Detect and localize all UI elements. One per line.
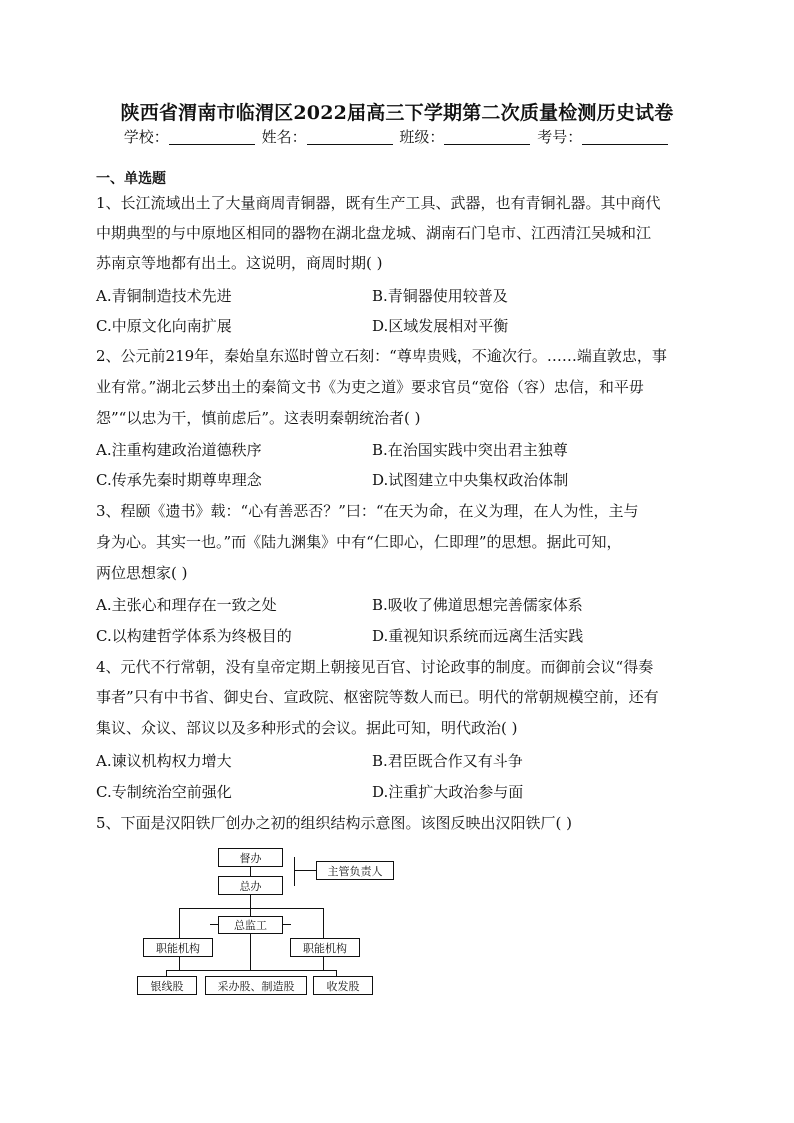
box-dupan: 督办 xyxy=(218,848,283,867)
question-2-option-a[interactable]: A.注重构建政治道德秩序 xyxy=(96,441,262,459)
question-3-line-2: 身为心。其实一也。”而《陆九渊集》中有“仁即心，仁即理”的思想。据此可知， xyxy=(96,533,622,551)
question-1-line-2: 中期典型的与中原地区相同的器物在湖北盘龙城、湖南石门皂市、江西清江吴城和江 xyxy=(96,224,652,242)
exam-title: 陕西省渭南市临渭区2022届高三下学期第二次质量检测历史试卷 xyxy=(120,102,674,124)
class-label: 班级： xyxy=(399,128,445,146)
school-label: 学校： xyxy=(123,128,169,146)
question-3-line-1: 3、程颐《遗书》载：“心有善恶否？”曰：“在天为命，在义为理，在人为性，主与 xyxy=(96,502,639,520)
question-3-option-b[interactable]: B.吸收了佛道思想完善儒家体系 xyxy=(372,596,583,614)
question-2-line-2: 业有常。”湖北云梦出土的秦简文书《为吏之道》要求官员“宽俗（容）忠信，和平毋 xyxy=(96,378,644,396)
class-blank[interactable] xyxy=(444,129,530,145)
connector-line xyxy=(294,857,295,886)
school-blank[interactable] xyxy=(169,129,255,145)
question-3-option-d[interactable]: D.重视知识系统而远离生活实践 xyxy=(372,627,584,645)
connector-line xyxy=(294,870,316,871)
question-4-option-d[interactable]: D.注重扩大政治参与面 xyxy=(372,783,524,801)
box-zhineng-right: 职能机构 xyxy=(290,938,360,957)
box-zongjiangong: 总监工 xyxy=(218,916,283,934)
name-blank[interactable] xyxy=(307,129,393,145)
box-caiban-zhizao-gu: 采办股、制造股 xyxy=(205,976,307,995)
box-shoufa-gu: 收发股 xyxy=(313,976,373,995)
connector-line xyxy=(323,957,324,970)
connector-line xyxy=(250,867,251,876)
connector-line xyxy=(283,924,291,925)
question-2-line-3: 怨”“以忠为干，慎前虑后”。这表明秦朝统治者( ) xyxy=(96,409,421,427)
connector-line xyxy=(179,908,323,909)
question-4-line-2: 事者”只有中书省、御史台、宣政院、枢密院等数人而已。明代的常朝规模空前，还有 xyxy=(96,688,659,706)
question-1-line-1: 1、长江流域出土了大量商周青铜器，既有生产工具、武器，也有青铜礼器。其中商代 xyxy=(96,194,661,212)
question-4-line-1: 4、元代不行常朝，没有皇帝定期上朝接见百官、讨论政事的制度。而御前会议“得奏 xyxy=(96,658,654,676)
student-info-line xyxy=(0,126,794,147)
question-1-option-d[interactable]: D.区域发展相对平衡 xyxy=(372,317,509,335)
question-1-line-3: 苏南京等地都有出土。这说明，商周时期( ) xyxy=(96,254,383,272)
connector-line xyxy=(250,894,251,908)
question-1-option-b[interactable]: B.青铜器使用较普及 xyxy=(372,287,508,305)
connector-line xyxy=(210,924,218,925)
connector-line xyxy=(250,908,251,916)
org-structure-diagram xyxy=(134,840,396,1002)
question-2-line-1: 2、公元前219年，秦始皇东巡时曾立石刻：“尊卑贵贱，不逾次行。……端直敦忠，事 xyxy=(96,347,667,365)
question-4-option-b[interactable]: B.君臣既合作又有斗争 xyxy=(372,752,523,770)
connector-line xyxy=(250,934,251,970)
question-1-option-a[interactable]: A.青铜制造技术先进 xyxy=(96,287,232,305)
box-yinxian-gu: 银线股 xyxy=(137,976,197,995)
box-zhineng-left: 职能机构 xyxy=(143,938,213,957)
box-zongban: 总办 xyxy=(218,876,283,895)
question-3-line-3: 两位思想家( ) xyxy=(96,564,188,582)
connector-line xyxy=(179,957,180,970)
question-3-option-c[interactable]: C.以构建哲学体系为终极目的 xyxy=(96,627,292,645)
question-4-line-3: 集议、众议、部议以及多种形式的会议。据此可知，明代政治( ) xyxy=(96,719,518,737)
question-2-option-b[interactable]: B.在治国实践中突出君主独尊 xyxy=(372,441,568,459)
connector-line xyxy=(323,908,324,938)
exam-number-blank[interactable] xyxy=(582,129,668,145)
name-label: 姓名： xyxy=(261,128,307,146)
question-2-option-d[interactable]: D.试图建立中央集权政治体制 xyxy=(372,471,569,489)
connector-line xyxy=(179,908,180,938)
question-2-option-c[interactable]: C.传承先秦时期尊卑理念 xyxy=(96,471,262,489)
question-4-option-c[interactable]: C.专制统治空前强化 xyxy=(96,783,232,801)
exam-number-label: 考号： xyxy=(537,128,583,146)
connector-line xyxy=(166,970,336,971)
box-zhuguan-fuzeren: 主管负责人 xyxy=(316,861,394,880)
question-4-option-a[interactable]: A.谏议机构权力增大 xyxy=(96,752,232,770)
question-3-option-a[interactable]: A.主张心和理存在一致之处 xyxy=(96,596,277,614)
question-5-line-1: 5、下面是汉阳铁厂创办之初的组织结构示意图。该图反映出汉阳铁厂( ) xyxy=(96,814,573,832)
section-title: 一、单选题 xyxy=(96,171,166,187)
question-1-option-c[interactable]: C.中原文化向南扩展 xyxy=(96,317,232,335)
